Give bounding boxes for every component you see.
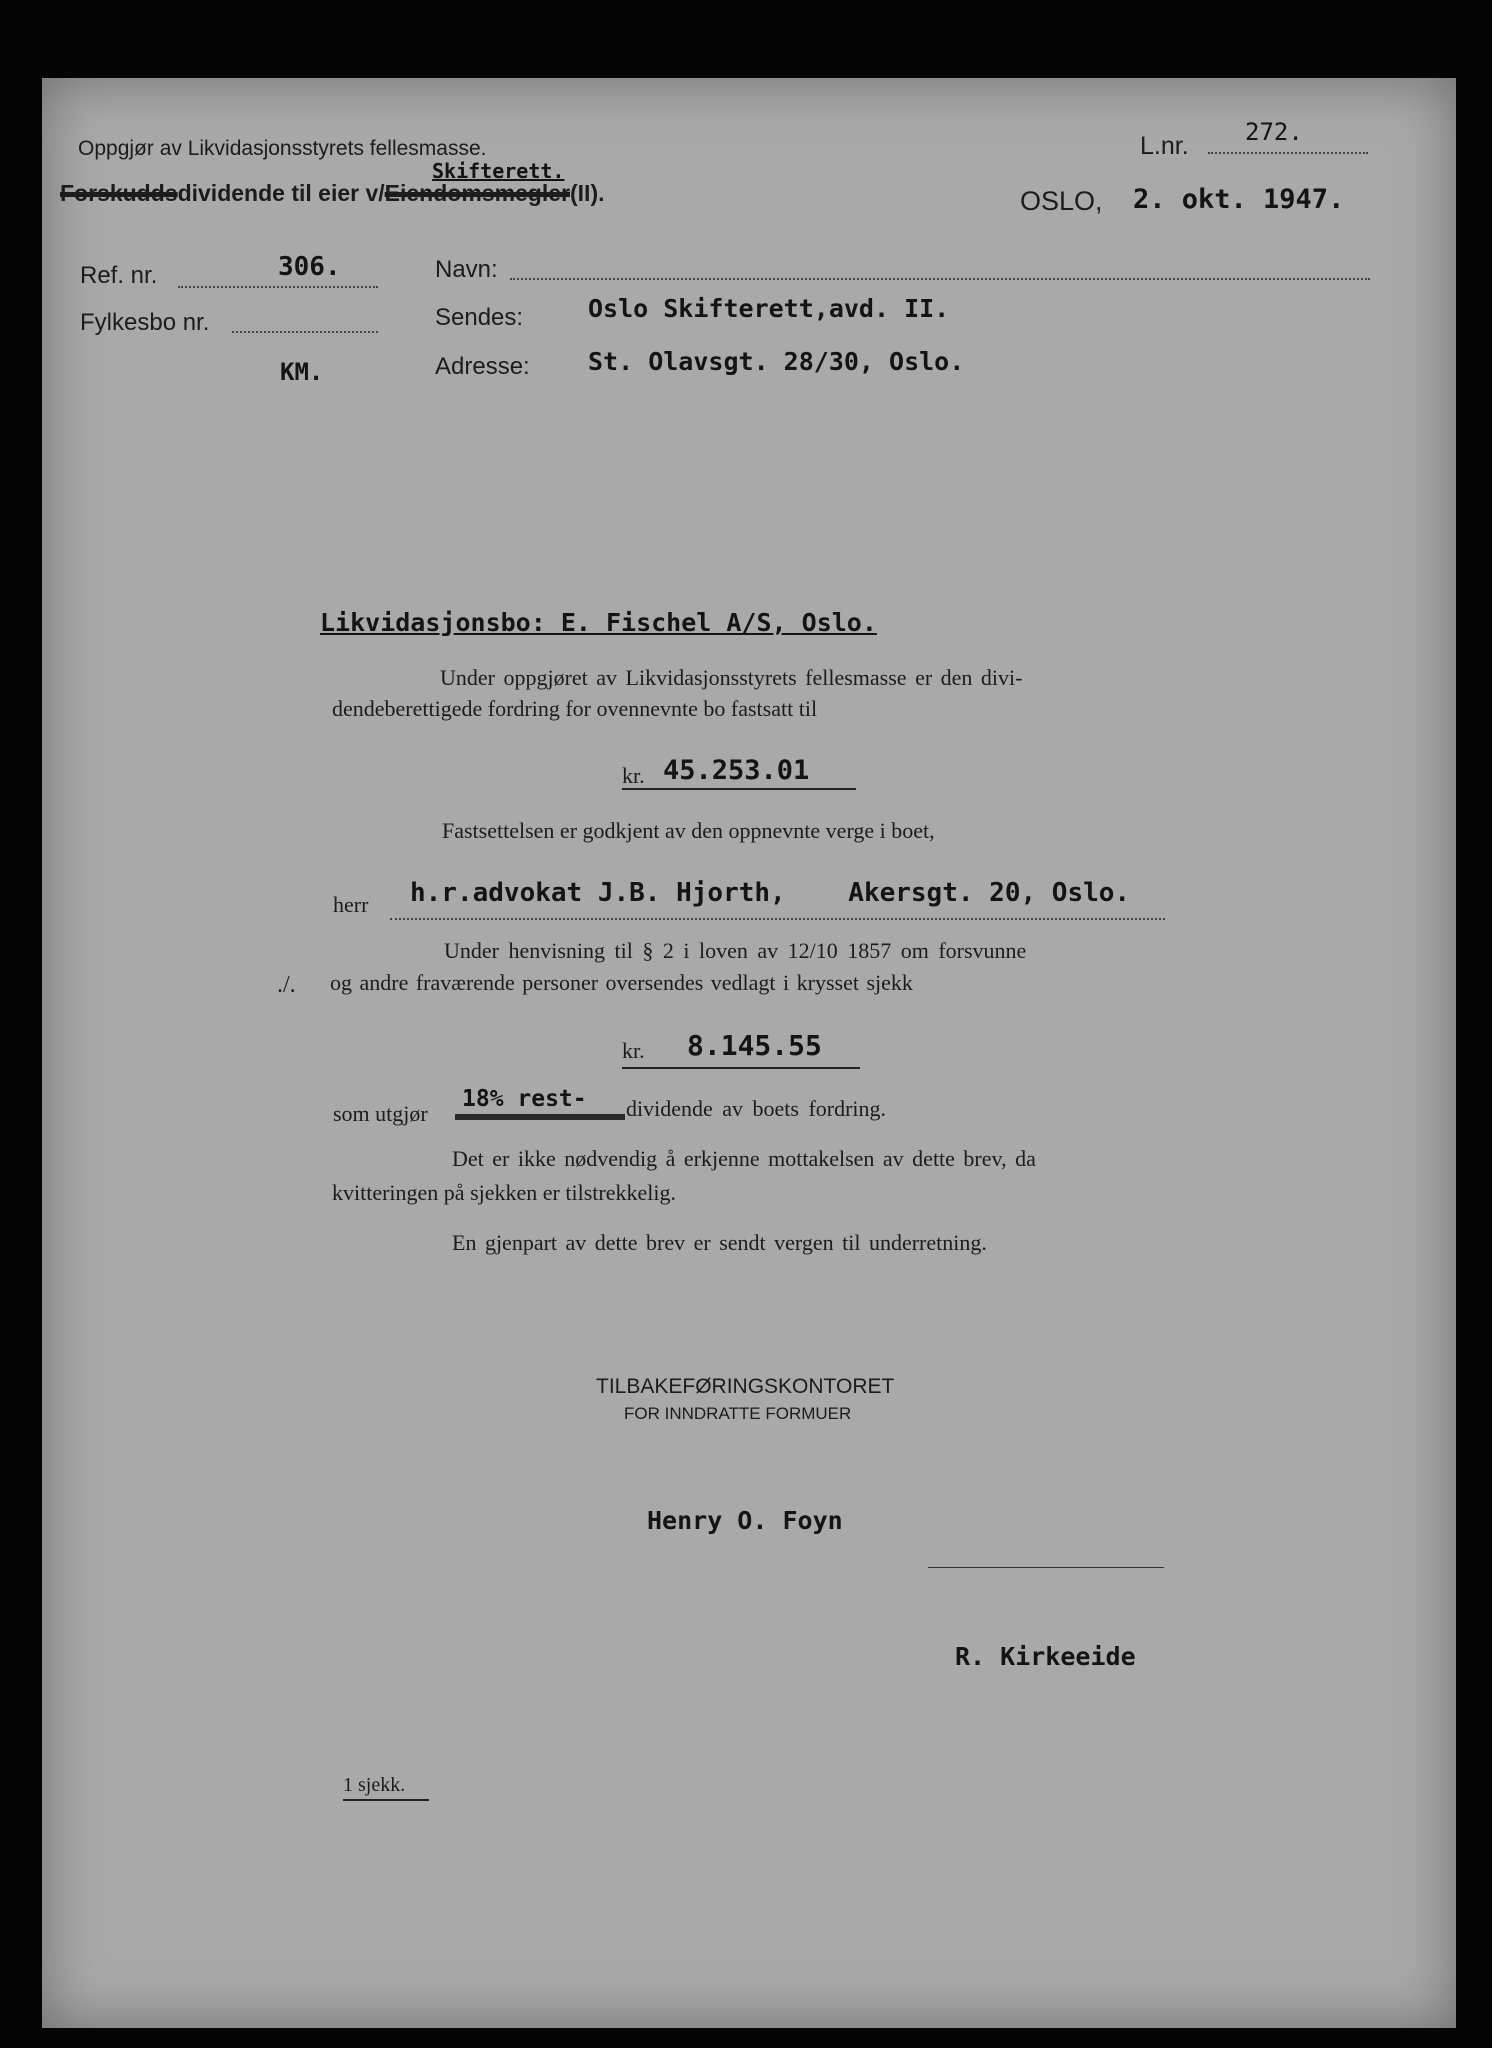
herr-dots xyxy=(390,918,1165,920)
lnr-value: 272. xyxy=(1245,118,1303,146)
paragraph6: En gjenpart av dette brev er sendt vergen til underretning. xyxy=(452,1230,987,1255)
office-stamp-line2: FOR INNDRATTE FORMUER xyxy=(624,1404,852,1423)
herr-value: h.r.advokat J.B. Hjorth, Akersgt. 20, Oslo. xyxy=(410,878,1131,908)
paragraph1-line2: dendeberettigede fordring for ovennevnte bo fastsatt til xyxy=(332,696,818,721)
amount2-underline xyxy=(622,1067,860,1069)
paragraph3-line2: og andre fraværende personer oversendes vedlagt i krysset sjekk xyxy=(330,970,913,995)
paragraph4-typed: 18% rest- xyxy=(462,1086,587,1112)
fylkesbo-dots xyxy=(232,331,378,333)
amount2-value: 8.145.55 xyxy=(687,1029,822,1062)
paragraph5-line2: kvitteringen på sjekken er tilstrekkelig. xyxy=(332,1180,676,1205)
enclosure-underline xyxy=(343,1799,429,1801)
adresse-label: Adresse: xyxy=(435,353,530,380)
paragraph2: Fastsettelsen er godkjent av den oppnevnte verge i boet, xyxy=(442,818,935,843)
lnr-dots xyxy=(1208,152,1368,154)
ref-dots xyxy=(178,286,378,288)
lnr-label: L.nr. xyxy=(1140,132,1189,160)
sendes-label: Sendes: xyxy=(435,304,524,331)
header-struck-word: Forskudds xyxy=(60,180,178,206)
office-stamp-line1: TILBAKEFØRINGSKONTORET xyxy=(596,1375,895,1398)
amount2-prefix: kr. xyxy=(622,1038,645,1063)
ref-value: 306. xyxy=(278,252,341,282)
subject-line: Likvidasjonsbo: E. Fischel A/S, Oslo. xyxy=(320,608,877,637)
paragraph1-line1: Under oppgjøret av Likvidasjonsstyrets fellesmasse er den divi- xyxy=(440,665,1023,690)
amount1-prefix: kr. xyxy=(622,763,645,788)
header-struck-word2: Eiendomsmegler xyxy=(384,180,570,206)
paragraph5-line1: Det er ikke nødvendig å erkjenne mottakelsen av dette brev, da xyxy=(452,1146,1036,1171)
signer1-name: Henry O. Foyn xyxy=(647,1506,843,1535)
herr-label: herr xyxy=(333,892,369,917)
adresse-value: St. Olavsgt. 28/30, Oslo. xyxy=(588,347,965,376)
paragraph4-struck-out xyxy=(455,1114,625,1120)
paragraph4-suffix: dividende av boets fordring. xyxy=(626,1096,887,1121)
fylkesbo-label: Fylkesbo nr. xyxy=(80,309,210,336)
amount1-value: 45.253.01 xyxy=(663,755,810,786)
navn-dots xyxy=(510,278,1370,280)
signature-line xyxy=(928,1567,1164,1568)
header-line1: Oppgjør av Likvidasjonsstyrets fellesmasse. xyxy=(78,137,487,160)
signer2-name: R. Kirkeeide xyxy=(955,1642,1136,1671)
paragraph3-line1: Under henvisning til § 2 i loven av 12/10 1857 om forsvunne xyxy=(444,938,1027,963)
ref-label: Ref. nr. xyxy=(80,262,158,289)
city-label: OSLO, xyxy=(1020,186,1103,216)
margin-mark: ./. xyxy=(277,972,296,998)
navn-label: Navn: xyxy=(435,256,498,283)
header-line2: Forskuddsdividende til eier v/Eiendomsmegler(II). xyxy=(60,180,605,206)
letter-date: 2. okt. 1947. xyxy=(1133,184,1345,215)
paragraph4-prefix: som utgjør xyxy=(333,1101,428,1126)
enclosure-note: 1 sjekk. xyxy=(343,1774,406,1796)
amount1-underline xyxy=(622,788,856,790)
header-typed-above: Skifterett. xyxy=(432,159,565,183)
sendes-value: Oslo Skifterett,avd. II. xyxy=(588,294,950,323)
km-mark: KM. xyxy=(280,358,324,386)
